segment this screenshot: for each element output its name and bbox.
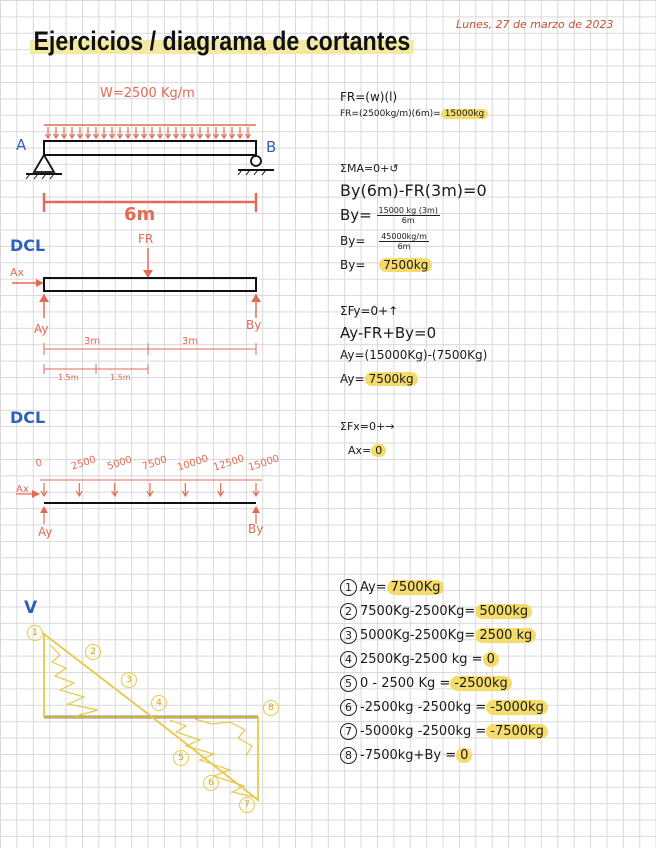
load-arrow xyxy=(118,127,123,138)
dcl1-fr: FR xyxy=(138,232,154,246)
load-arrow xyxy=(102,127,107,138)
support-b-label: B xyxy=(266,138,277,156)
step-expression: 7500Kg-2500Kg= xyxy=(360,604,476,619)
dcl1-ay: Ay xyxy=(34,322,49,336)
shear-point-marker: 3 xyxy=(121,672,137,688)
step-expression: -5000kg -2500kg = xyxy=(360,724,487,739)
eq-fy2: Ay=(15000Kg)-(7500Kg) xyxy=(340,348,488,362)
load-arrow xyxy=(158,127,163,138)
date-label: Lunes, 27 de marzo de 2023 xyxy=(456,18,614,31)
step-number: 4 xyxy=(340,651,357,668)
eq-fx1: Ax= 0 xyxy=(348,444,386,457)
shear-point-marker: 4 xyxy=(151,695,167,711)
eq-ax-result: 0 xyxy=(371,444,386,457)
step-expression: 0 - 2500 Kg = xyxy=(360,676,451,691)
step-number: 3 xyxy=(340,627,357,644)
load-arrow xyxy=(78,127,83,138)
dcl1-ax: Ax xyxy=(10,266,25,279)
shear-step xyxy=(340,579,444,596)
shear-point-marker: 7 xyxy=(239,797,255,813)
length-label: 6m xyxy=(124,204,156,225)
dcl2-load-arrow xyxy=(147,483,153,496)
eq-m2: By= $\frac{15000 kg (3m)}{6m}$ xyxy=(340,206,438,225)
beam-diagram xyxy=(26,125,277,212)
load-arrow xyxy=(54,127,59,138)
step-result: -2500kg xyxy=(450,676,512,691)
load-arrow xyxy=(246,127,251,138)
dcl2-load-value: 7500 xyxy=(140,454,169,473)
shear-point-marker: 2 xyxy=(85,644,101,660)
dcl1-span1: 3m xyxy=(84,336,101,347)
eq-m1: By(6m)-FR(3m)=0 xyxy=(340,181,487,200)
load-arrow xyxy=(230,127,235,138)
load-arrow xyxy=(150,127,155,138)
load-arrow xyxy=(94,127,99,138)
step-result: 7500Kg xyxy=(387,580,445,595)
step-expression: 5000Kg-2500Kg= xyxy=(360,628,476,643)
load-arrow xyxy=(198,127,203,138)
shear-title: V xyxy=(24,598,38,618)
step-number: 1 xyxy=(340,579,357,596)
dcl1-span2: 3m xyxy=(182,336,199,347)
dcl2-load-value: 15000 xyxy=(247,453,281,474)
eq-m4: By= 7500kg xyxy=(340,258,432,272)
dcl-2 xyxy=(16,480,262,524)
eq-fy3: Ay= 7500kg xyxy=(340,372,418,386)
eq-ay-result: 7500kg xyxy=(365,372,418,386)
eq-fr2-result: 15000kg xyxy=(441,109,489,119)
load-arrow xyxy=(166,127,171,138)
dcl2-load-arrow xyxy=(76,483,82,496)
eq-m3: By= $\frac{45000kg/m}{6m}$ xyxy=(340,232,427,251)
eq-by-result: 7500kg xyxy=(379,258,432,272)
shear-step xyxy=(340,723,548,740)
dcl1-by: By xyxy=(246,318,262,332)
dcl1-sub2: 1.5m xyxy=(110,373,131,382)
load-arrow xyxy=(222,127,227,138)
step-result: 0 xyxy=(456,748,472,763)
dcl2-by: By xyxy=(248,522,264,536)
step-expression: 2500Kg-2500 kg = xyxy=(360,652,483,667)
step-number: 7 xyxy=(340,723,357,740)
shear-step xyxy=(340,651,499,668)
shear-point-marker: 6 xyxy=(203,775,219,791)
step-result: -5000kg xyxy=(486,700,548,715)
support-a-label: A xyxy=(16,136,27,154)
load-arrow xyxy=(206,127,211,138)
dcl2-load-value: 2500 xyxy=(70,454,98,473)
shear-diagram xyxy=(44,634,258,800)
step-number: 5 xyxy=(340,675,357,692)
load-arrow xyxy=(62,127,67,138)
dcl1-title: DCL xyxy=(10,236,46,255)
dcl2-load-arrow xyxy=(253,483,259,496)
load-label: W=2500 Kg/m xyxy=(100,86,195,101)
shear-step xyxy=(340,603,532,620)
shear-step xyxy=(340,627,536,644)
shear-point-marker: 5 xyxy=(173,750,189,766)
load-arrow xyxy=(70,127,75,138)
load-arrow xyxy=(174,127,179,138)
shear-step xyxy=(340,747,472,764)
shear-step xyxy=(340,675,512,692)
load-arrow xyxy=(142,127,147,138)
load-arrow xyxy=(46,127,51,138)
step-expression: -7500kg+By = xyxy=(360,748,457,763)
load-arrow xyxy=(182,127,187,138)
dcl2-load-value: 10000 xyxy=(176,453,211,474)
dcl-1 xyxy=(12,248,261,374)
dcl2-load-arrow xyxy=(41,483,47,496)
dcl2-load-value: 0 xyxy=(34,457,44,470)
load-arrow xyxy=(190,127,195,138)
load-arrow xyxy=(214,127,219,138)
eq-fr2: FR=(2500kg/m)(6m)= 15000kg xyxy=(340,109,488,119)
step-number: 2 xyxy=(340,603,357,620)
load-arrow xyxy=(86,127,91,138)
shear-step xyxy=(340,699,548,716)
dcl2-title: DCL xyxy=(10,408,46,427)
step-result: 0 xyxy=(483,652,499,667)
step-result: 5000kg xyxy=(475,604,532,619)
dcl2-load-arrow xyxy=(112,483,118,496)
dcl2-load-arrow xyxy=(218,483,224,496)
eq-fy: ΣFy=0+↑ xyxy=(340,304,399,318)
step-number: 8 xyxy=(340,747,357,764)
eq-ma: ΣMA=0+↺ xyxy=(340,162,399,175)
dcl2-ax: Ax xyxy=(16,484,29,495)
step-result: 2500 kg xyxy=(475,628,536,643)
load-arrow xyxy=(110,127,115,138)
load-arrow xyxy=(134,127,139,138)
step-expression: Ay= xyxy=(360,580,387,595)
load-arrow xyxy=(126,127,131,138)
step-number: 6 xyxy=(340,699,357,716)
page-title: Ejercicios / diagrama de cortantes xyxy=(30,26,414,57)
dcl2-load-value: 12500 xyxy=(211,453,246,474)
step-result: -7500kg xyxy=(486,724,548,739)
eq-fy1: Ay-FR+By=0 xyxy=(340,324,437,342)
load-arrow xyxy=(238,127,243,138)
dcl2-load-arrow xyxy=(182,483,188,496)
dcl2-ay: Ay xyxy=(38,525,53,539)
dcl2-load-value: 5000 xyxy=(105,454,134,473)
eq-fr1: FR=(w)(l) xyxy=(340,90,398,104)
step-expression: -2500kg -2500kg = xyxy=(360,700,487,715)
eq-fx: ΣFx=0+→ xyxy=(340,420,395,433)
shear-point-marker: 1 xyxy=(27,625,43,641)
dcl1-sub1: 1.5m xyxy=(58,373,79,382)
shear-point-marker: 8 xyxy=(263,700,279,716)
